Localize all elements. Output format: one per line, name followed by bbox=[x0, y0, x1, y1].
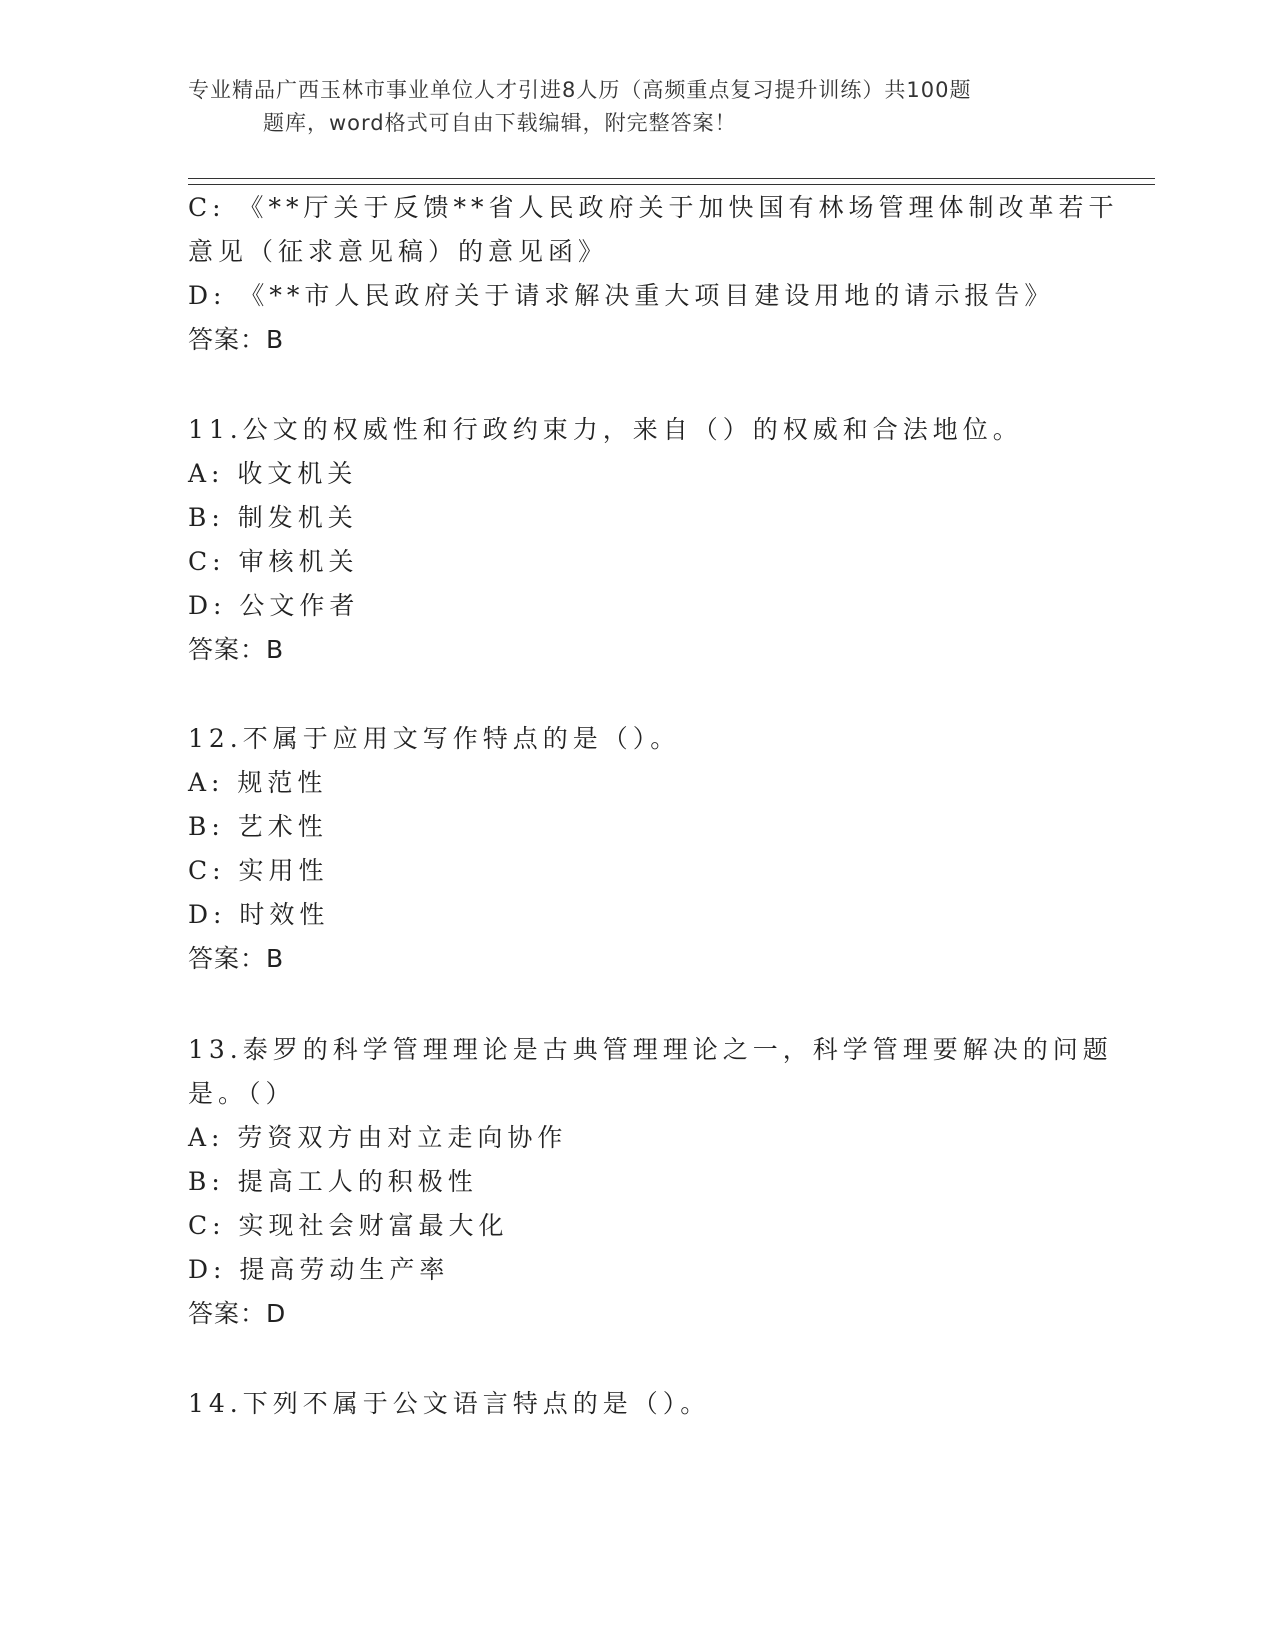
header-rule-top bbox=[188, 178, 1155, 179]
q10-option-c-line2: 意见（征求意见稿）的意见函》 bbox=[188, 237, 609, 266]
header-rule-bottom bbox=[188, 184, 1155, 185]
q10-option-d: D: 《**市人民政府关于请求解决重大项目建设用地的请示报告》 bbox=[188, 281, 1055, 310]
q13-answer: 答案：D bbox=[188, 1299, 287, 1328]
q12-option-c: C: 实用性 bbox=[188, 856, 329, 885]
q13-option-a: A: 劳资双方由对立走向协作 bbox=[188, 1123, 568, 1152]
q10-answer: 答案：B bbox=[188, 325, 285, 354]
q11-option-b: B: 制发机关 bbox=[188, 503, 358, 532]
q13-option-b: B: 提高工人的积极性 bbox=[188, 1167, 478, 1196]
q14-stem: 14.下列不属于公文语言特点的是（）。 bbox=[188, 1389, 711, 1418]
q11-option-c: C: 审核机关 bbox=[188, 547, 359, 576]
q11-answer: 答案：B bbox=[188, 635, 285, 664]
q12-option-a: A: 规范性 bbox=[188, 768, 328, 797]
q13-option-d: D: 提高劳动生产率 bbox=[188, 1255, 450, 1284]
q13-option-c: C: 实现社会财富最大化 bbox=[188, 1211, 509, 1240]
q12-stem: 12.不属于应用文写作特点的是（）。 bbox=[188, 724, 681, 753]
q11-option-a: A: 收文机关 bbox=[188, 459, 358, 488]
header-line-1: 专业精品广西玉林市事业单位人才引进8人历（高频重点复习提升训练）共100题 bbox=[188, 78, 972, 102]
q11-option-d: D: 公文作者 bbox=[188, 591, 360, 620]
q13-stem-line2: 是。（） bbox=[188, 1079, 296, 1108]
q11-stem: 11.公文的权威性和行政约束力，来自（）的权威和合法地位。 bbox=[188, 415, 1023, 444]
header-line-2: 题库，word格式可自由下载编辑，附完整答案！ bbox=[263, 111, 737, 135]
q10-option-c-line1: C: 《**厅关于反馈**省人民政府关于加快国有林场管理体制改革若干 bbox=[188, 193, 1119, 222]
q12-answer: 答案：B bbox=[188, 944, 285, 973]
q12-option-d: D: 时效性 bbox=[188, 900, 330, 929]
q12-option-b: B: 艺术性 bbox=[188, 812, 328, 841]
q13-stem-line1: 13.泰罗的科学管理理论是古典管理理论之一，科学管理要解决的问题 bbox=[188, 1035, 1113, 1064]
document-header bbox=[188, 74, 1088, 140]
